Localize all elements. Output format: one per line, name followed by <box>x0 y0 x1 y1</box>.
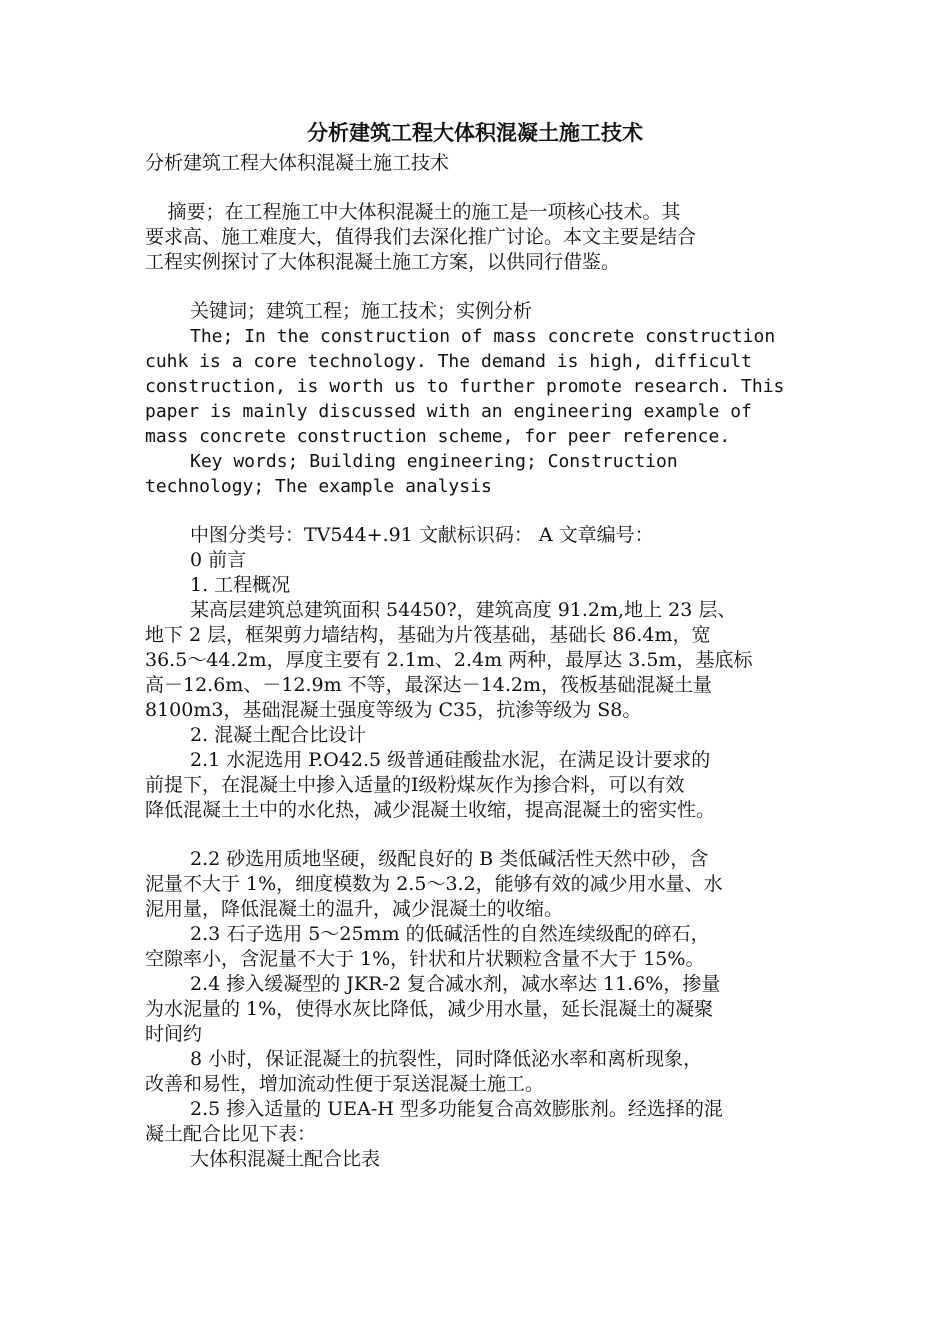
body-line: paper is mainly discussed with an engineering example of <box>145 401 752 422</box>
body-line: 为水泥量的 1%，使得水灰比降低，减少用水量，延长混凝土的凝聚 <box>145 998 714 1020</box>
body-line: 2.1 水泥选用 P.O42.5 级普通硅酸盐水泥，在满足设计要求的 <box>190 749 711 771</box>
body-line: 工程实例探讨了大体积混凝土施工方案，以供同行借鉴。 <box>145 251 621 273</box>
body-line: 摘要；在工程施工中大体积混凝土的施工是一项核心技术。其 <box>167 201 681 223</box>
body-line: technology; The example analysis <box>145 476 492 497</box>
body-line: 2.4 掺入缓凝型的 JKR-2 复合减水剂，减水率达 11.6%，掺量 <box>190 973 721 995</box>
body-line: 某高层建筑总建筑面积 54450?，建筑高度 91.2m,地上 23 层、 <box>190 599 737 621</box>
body-line: 关键词；建筑工程；施工技术；实例分析 <box>190 300 533 322</box>
body-line: construction, is worth us to further promote research. This <box>145 376 785 397</box>
body-line: 中图分类号：TV544+.91 文献标识码： A 文章编号： <box>190 524 654 546</box>
body-line: 降低混凝土土中的水化热，减少混凝土收缩，提高混凝土的密实性。 <box>145 799 716 821</box>
body-line: 8 小时，保证混凝土的抗裂性，同时降低泌水率和离析现象， <box>190 1048 703 1070</box>
body-line: 地下 2 层，框架剪力墙结构，基础为片筏基础，基础长 86.4m，宽 <box>145 624 711 646</box>
body-line: 要求高、施工难度大，值得我们去深化推广讨论。本文主要是结合 <box>145 226 697 248</box>
body-line: 2.3 石子选用 5～25mm 的低碱活性的自然连续级配的碎石， <box>190 923 710 945</box>
body-line: 8100m3，基础混凝土强度等级为 C35，抗渗等级为 S8。 <box>145 699 642 721</box>
body-line: 改善和易性，增加流动性便于泵送混凝土施工。 <box>145 1073 545 1095</box>
body-line: Key words; Building engineering; Construction <box>190 451 678 472</box>
body-line: 高－12.6m、－12.9m 不等，最深达－14.2m，筏板基础混凝土量 <box>145 674 713 696</box>
body-line: 0 前言 <box>190 549 247 571</box>
body-line: 泥量不大于 1%，细度模数为 2.5～3.2，能够有效的减少用水量、水 <box>145 873 723 895</box>
body-line: 分析建筑工程大体积混凝土施工技术 <box>145 152 450 174</box>
body-line: 2. 混凝土配合比设计 <box>190 724 367 746</box>
body-line: 大体积混凝土配合比表 <box>190 1148 381 1170</box>
body-line: 泥用量，降低混凝土的温升，减少混凝土的收缩。 <box>145 898 564 920</box>
body-line: cuhk is a core technology. The demand is high, difficult <box>145 351 752 372</box>
body-line: The; In the construction of mass concrete construction <box>190 326 776 347</box>
body-line: 凝土配合比见下表： <box>145 1123 317 1145</box>
body-line: 前提下，在混凝土中掺入适量的Ⅰ级粉煤灰作为掺合料，可以有效 <box>145 774 685 796</box>
document-title: 分析建筑工程大体积混凝土施工技术 <box>307 120 643 145</box>
body-line: mass concrete construction scheme, for peer reference. <box>145 426 731 447</box>
body-line: 36.5～44.2m，厚度主要有 2.1m、2.4m 两种，最厚达 3.5m，基底标 <box>145 649 753 671</box>
body-line: 空隙率小，含泥量不大于 1%，针状和片状颗粒含量不大于 15%。 <box>145 948 705 970</box>
body-line: 2.5 掺入适量的 UEA-H 型多功能复合高效膨胀剂。经选择的混 <box>190 1098 723 1120</box>
body-line: 时间约 <box>145 1023 203 1045</box>
body-line: 1. 工程概况 <box>190 574 291 596</box>
body-line: 2.2 砂选用质地坚硬，级配良好的 B 类低碱活性天然中砂，含 <box>190 848 709 870</box>
